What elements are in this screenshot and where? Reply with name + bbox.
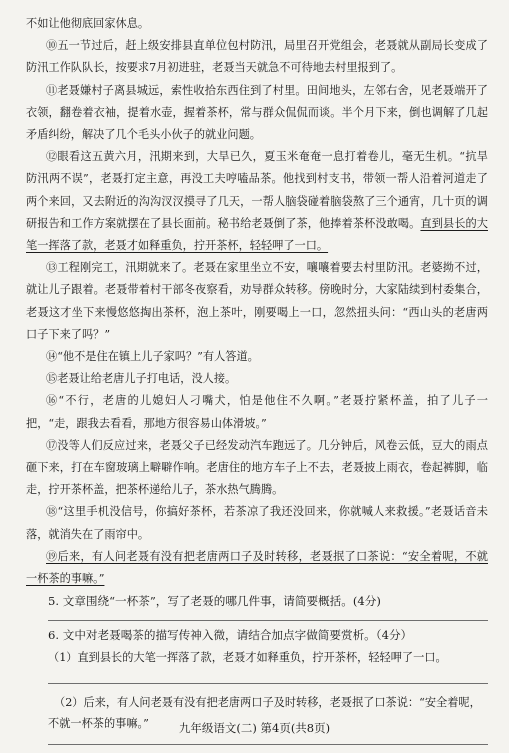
paragraph-17: ⑰没等人们反应过来，老聂父子已经发动汽车跑远了。几分钟后，风卷云低，豆大的雨点砸下来，打在车窗玻璃上噼噼作响。老唐住的地方车子上不去，老聂披上雨衣，卷起裤脚，临走，拧开茶杯盖，把茶杯递给儿子，茶水热气腾腾。 bbox=[26, 438, 488, 497]
paragraph-12: ⑫眼看这五黄六月，汛期来到，大旱已久，夏玉米奄奄一息打着卷儿，毫无生机。“抗旱防汛两不误”，老聂打定主意，再没工夫哼嗑品茶。他找到村支书，带领一帮人沿着河道走了两个来回，又去附近的沟沟汊汊摸寻了几天，一帮人脑袋碰着脑袋熬了三个通宵，几十页的调研报告和工作方案就摆在了县长面前。秘书给老聂倒了茶，他捧着茶杯没敢喝。直到县长的大笔一挥落了款，老聂才如释重负，拧开茶杯，轻轻呷了一口。 bbox=[26, 150, 488, 253]
paragraph-18: ⑱“这里手机没信号，你搞好茶杯，若茶凉了我还没回来，你就喊人来救援。”老聂话音未落，就消失在了雨帘中。 bbox=[26, 505, 488, 541]
question-6-1: （1）直到县长的大笔一挥落了款，老聂才如释重负，拧开茶杯，轻轻呷了一口。 bbox=[48, 650, 447, 664]
paragraph-15: ⑮老聂让给老唐儿子打电话，没人接。 bbox=[46, 372, 237, 386]
underlined-sentence-1: 直到县长的大笔一挥落了款，老聂才如释重负，拧开茶杯，轻轻呷了一口。 bbox=[26, 216, 488, 253]
question-6: 6. 文中对老聂喝茶的描写传神入微，请结合加点字做简要赏析。（4分） bbox=[48, 628, 413, 643]
answer-line-q6-2 bbox=[48, 744, 488, 745]
article-body bbox=[26, 13, 488, 745]
paragraph-11: ⑪老聂嫌村子离县城远，索性收拾东西住到了村里。田间地头，左邻右舍，见老聂端开了衣领，翻卷着衣袖，提着水壶，握着茶杯，常与群众侃侃而谈。半个月下来，倒也调解了几起矛盾纠纷，解决了几个毛头小伙子的就业问题。 bbox=[26, 83, 488, 142]
paragraph-14: ⑭“他不是住在镇上儿子家吗？”有人答道。 bbox=[46, 350, 259, 364]
page-footer: 九年级语文(二) 第4页(共8页) bbox=[178, 721, 331, 735]
paragraph-16: ⑯“不行，老唐的儿媳妇人刁嘴犬，怕是他住不久啊。”老聂拧紧杯盖，拍了儿子一把，“走，跟我去看看，那地方很容易山体滑坡。” bbox=[26, 394, 488, 430]
paragraph-0: 不如让他彻底回家休息。 bbox=[26, 17, 150, 30]
paragraph-19: ⑲后来，有人问老聂有没有把老唐两口子及时转移，老聂抿了口茶说：“安全着呢，不就一杯茶的事嘛。” bbox=[26, 549, 488, 586]
question-6-2: （2）后来，有人问老聂有没有把老唐两口子及时转移，老聂抿了口茶说：“安全着呢，不就一杯茶的事嘛。” bbox=[48, 695, 481, 730]
paragraph-10: ⑩五一节过后，赶上级安排县直单位包村防汛，局里召开党组会，老聂就从副局长变成了防汛工作队队长，按要求7月初进驻，老聂当天就急不可待地去村里报到了。 bbox=[26, 39, 488, 75]
question-5: 5. 文章围绕“一杯茶”，写了老聂的哪几件事，请简要概括。(4分) bbox=[48, 594, 381, 609]
paragraph-13: ⑬工程刚完工，汛期就来了。老聂在家里坐立不安，嚷嚷着要去村里防汛。老婆拗不过，就让儿子跟着。老聂带着村干部冬夜察看，劝导群众转移。傍晚时分，大家陆续到村委集合，老聂这才坐下来慢悠悠掏出茶杯，泡上茶叶，刚要喝上一口，忽然扭头问：“西山头的老唐两口子下来了吗？” bbox=[26, 261, 488, 341]
